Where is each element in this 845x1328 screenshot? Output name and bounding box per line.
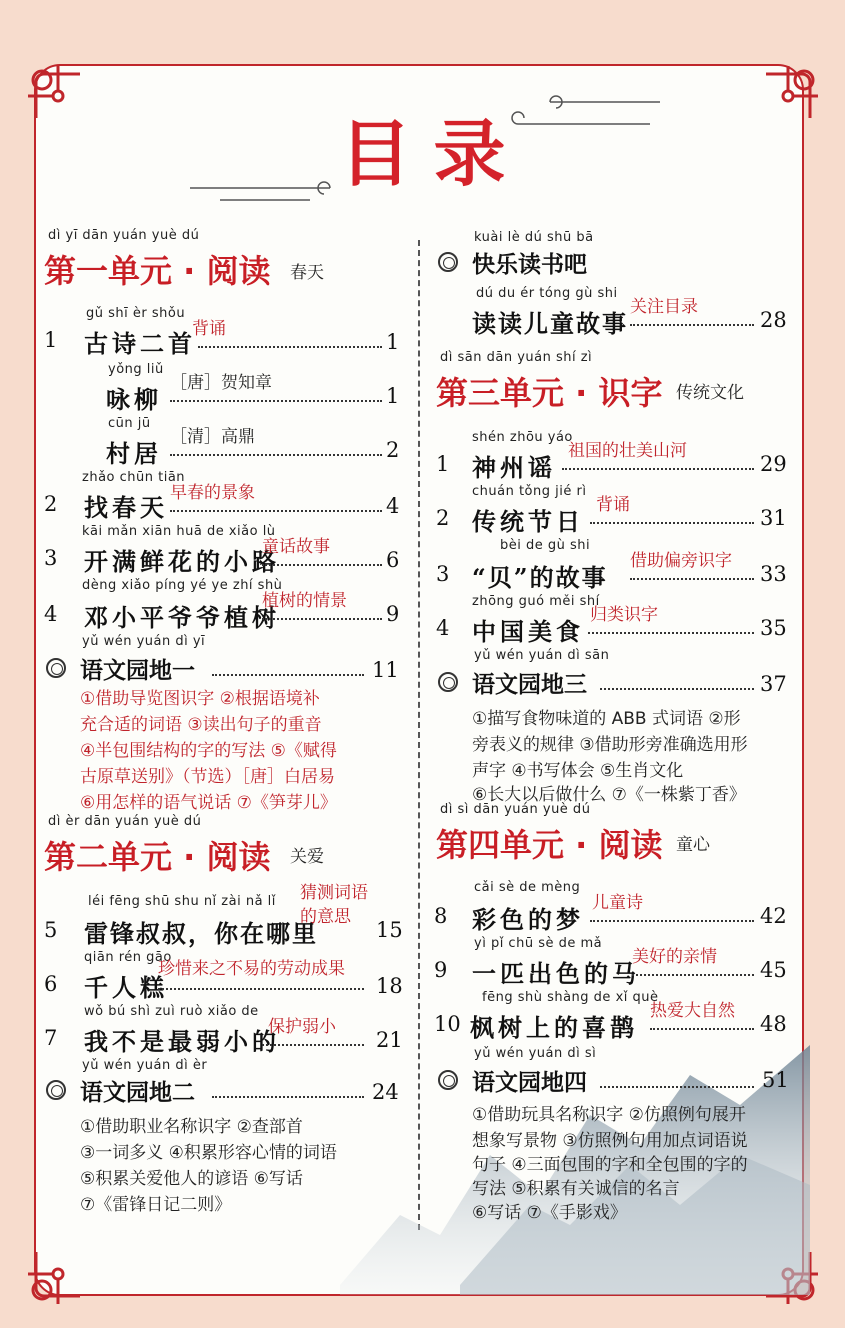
lesson-pinyin: dèng xiǎo píng yé ye zhí shù — [82, 578, 283, 593]
unit-title: 第一单元 · 阅读 — [44, 252, 271, 290]
garden-title[interactable]: 语文园地一 — [80, 658, 195, 684]
corner-knot-icon — [22, 1238, 94, 1310]
leader-dots — [562, 468, 754, 470]
garden-item-line: 想象写景物 ③仿照例句用加点词语说 — [472, 1131, 748, 1151]
lesson-pinyin: zhǎo chūn tiān — [82, 470, 186, 485]
lesson-title[interactable]: 找春天 — [84, 493, 168, 522]
lesson-pinyin: gǔ shī èr shǒu — [86, 306, 186, 321]
leader-dots — [170, 454, 382, 456]
lesson-pinyin: fēng shù shàng de xǐ què — [482, 990, 659, 1005]
page-number: 4 — [386, 494, 400, 518]
garden-pinyin: yǔ wén yuán dì èr — [82, 1058, 208, 1073]
garden-item-line: ①借助导览图识字 ②根据语境补 — [80, 689, 320, 709]
lesson-title[interactable]: 读读儿童故事 — [472, 309, 628, 338]
section-title[interactable]: 快乐读书吧 — [472, 252, 587, 278]
page-number: 18 — [376, 974, 403, 998]
page-number: 31 — [760, 506, 787, 530]
leader-dots — [650, 1028, 754, 1030]
lesson-pinyin: yì pǐ chū sè de mǎ — [474, 936, 603, 951]
lesson-pinyin: cǎi sè de mèng — [474, 880, 581, 895]
garden-title[interactable]: 语文园地三 — [472, 672, 587, 698]
lesson-note: 植树的情景 — [262, 591, 347, 611]
page-number: 6 — [386, 548, 400, 572]
unit-title: 第三单元 · 识字 — [436, 374, 663, 412]
lesson-note: 猜测词语 — [300, 883, 368, 903]
lesson-pinyin: qiān rén gāo — [84, 950, 172, 965]
garden-item-line: ①借助玩具名称识字 ②仿照例句展开 — [472, 1105, 746, 1125]
lesson-pinyin: zhōng guó měi shí — [472, 594, 600, 609]
leader-dots — [590, 522, 754, 524]
lesson-note: 祖国的壮美山河 — [568, 441, 687, 461]
poet-name: ［清］高鼎 — [170, 427, 255, 447]
lesson-note: 早春的景象 — [170, 483, 255, 503]
page-number: 15 — [376, 918, 403, 942]
page-number: 37 — [760, 672, 787, 696]
unit-pinyin: dì sì dān yuán yuè dú — [440, 802, 591, 817]
garden-item-line: ⑥用怎样的语气说话 ⑦《笋芽儿》 — [80, 793, 337, 813]
lesson-number: 2 — [44, 492, 58, 516]
lesson-pinyin: yǒng liǔ — [108, 362, 164, 377]
page-number: 35 — [760, 616, 787, 640]
page-number: 45 — [760, 958, 787, 982]
unit-theme: 童心 — [676, 835, 710, 855]
garden-pinyin: yǔ wén yuán dì sān — [474, 648, 610, 663]
leader-dots — [262, 564, 382, 566]
lesson-number: 1 — [44, 328, 58, 352]
page-number: 24 — [372, 1080, 399, 1104]
garden-item-line: 古原草送别》（节选）［唐］白居易 — [80, 767, 335, 787]
lesson-note: 童话故事 — [262, 537, 330, 557]
garden-item-line: ⑦《雷锋日记二则》 — [80, 1195, 232, 1215]
lesson-note: 珍惜来之不易的劳动成果 — [158, 959, 345, 979]
circle-bullet-icon — [46, 1080, 66, 1100]
lesson-note: 热爱大自然 — [650, 1001, 735, 1021]
page-number: 29 — [760, 452, 787, 476]
unit-title: 第四单元 · 阅读 — [436, 826, 663, 864]
garden-item-line: ⑥长大以后做什么 ⑦《一株紫丁香》 — [472, 785, 746, 805]
poet-name: ［唐］贺知章 — [170, 373, 272, 393]
leader-dots — [630, 578, 754, 580]
leader-dots — [158, 988, 364, 990]
lesson-pinyin: cūn jū — [108, 416, 151, 431]
garden-item-line: ③一词多义 ④积累形容心情的词语 — [80, 1143, 337, 1163]
leader-dots — [170, 510, 382, 512]
page-number: 51 — [762, 1068, 789, 1092]
leader-dots — [600, 1086, 754, 1088]
lesson-number: 3 — [436, 562, 450, 586]
page-number: 21 — [376, 1028, 403, 1052]
page-number: 9 — [386, 602, 400, 626]
page-number: 42 — [760, 904, 787, 928]
leader-dots — [262, 618, 382, 620]
lesson-pinyin: wǒ bú shì zuì ruò xiǎo de — [84, 1004, 259, 1019]
lesson-note: 儿童诗 — [592, 893, 643, 913]
lesson-note: 背诵 — [192, 319, 226, 339]
lesson-title[interactable]: 彩色的梦 — [472, 905, 584, 934]
circle-bullet-icon — [438, 252, 458, 272]
unit-pinyin: dì yī dān yuán yuè dú — [48, 228, 200, 243]
lesson-number: 5 — [44, 918, 58, 942]
page-number: 48 — [760, 1012, 787, 1036]
lesson-title[interactable]: 咏柳 — [106, 385, 162, 414]
page-title: 目录 — [339, 112, 528, 196]
lesson-note: 的意思 — [300, 907, 351, 927]
lesson-note: 保护弱小 — [268, 1017, 336, 1037]
leader-dots — [600, 688, 754, 690]
leader-dots — [588, 632, 754, 634]
garden-item-line: 句子 ④三面包围的字和全包围的字的 — [472, 1155, 748, 1175]
unit-pinyin: dì sān dān yuán shí zì — [440, 350, 593, 365]
circle-bullet-icon — [438, 672, 458, 692]
page-number: 28 — [760, 308, 787, 332]
page-number: 33 — [760, 562, 787, 586]
lesson-title[interactable]: 神州谣 — [472, 453, 556, 482]
lesson-pinyin: kāi mǎn xiān huā de xiǎo lù — [82, 524, 276, 539]
leader-dots — [590, 920, 754, 922]
lesson-pinyin: shén zhōu yáo — [472, 430, 573, 445]
lesson-number: 6 — [44, 972, 58, 996]
circle-bullet-icon — [46, 658, 66, 678]
unit-theme: 传统文化 — [676, 383, 744, 403]
lesson-number: 4 — [436, 616, 450, 640]
garden-item-line: ①借助职业名称识字 ②查部首 — [80, 1117, 303, 1137]
garden-item-line: ④半包围结构的字的写法 ⑤《赋得 — [80, 741, 337, 761]
leader-dots — [630, 324, 754, 326]
unit-pinyin: dì èr dān yuán yuè dú — [48, 814, 202, 829]
garden-item-line: 声字 ④书写体会 ⑤生肖文化 — [472, 761, 684, 781]
lesson-pinyin: bèi de gù shi — [500, 538, 591, 553]
leader-dots — [170, 400, 382, 402]
lesson-number: 2 — [436, 506, 450, 530]
lesson-number: 10 — [434, 1012, 461, 1036]
garden-item-line: ⑥写话 ⑦《手影戏》 — [472, 1203, 627, 1223]
leader-dots — [632, 974, 754, 976]
leader-dots — [198, 346, 382, 348]
lesson-number: 1 — [436, 452, 450, 476]
lesson-pinyin: dú du ér tóng gù shi — [476, 286, 618, 301]
garden-item-line: 写法 ⑤积累有关诚信的名言 — [472, 1179, 680, 1199]
lesson-note: 关注目录 — [630, 297, 698, 317]
lesson-title[interactable]: 开满鲜花的小路 — [84, 547, 280, 576]
page-number: 1 — [386, 330, 400, 354]
lesson-note: 归类识字 — [590, 605, 658, 625]
unit-theme: 春天 — [290, 263, 324, 283]
garden-item-line: 旁表义的规律 ③借助形旁准确选用形 — [472, 735, 748, 755]
lesson-note: 美好的亲情 — [632, 947, 717, 967]
garden-title[interactable]: 语文园地四 — [472, 1070, 587, 1096]
garden-pinyin: yǔ wén yuán dì sì — [474, 1046, 597, 1061]
garden-item-line: ①描写食物味道的 ABB 式词语 ②形 — [472, 709, 741, 729]
lesson-number: 8 — [434, 904, 448, 928]
lesson-pinyin: chuán tǒng jié rì — [472, 484, 587, 499]
unit-theme: 关爱 — [290, 847, 324, 867]
lesson-title[interactable]: 千人糕 — [84, 973, 168, 1002]
lesson-pinyin: léi fēng shū shu nǐ zài nǎ lǐ — [88, 894, 276, 909]
lesson-title[interactable]: 古诗二首 — [84, 329, 196, 358]
garden-title[interactable]: 语文园地二 — [80, 1080, 195, 1106]
lesson-title[interactable]: 雷锋叔叔，你在哪里 — [84, 919, 318, 948]
section-pinyin: kuài lè dú shū bā — [474, 230, 594, 245]
page-number: 1 — [386, 384, 400, 408]
lesson-title[interactable]: 枫树上的喜鹊 — [470, 1013, 638, 1042]
lesson-number: 9 — [434, 958, 448, 982]
page-number: 2 — [386, 438, 400, 462]
circle-bullet-icon — [438, 1070, 458, 1090]
leader-dots — [212, 1096, 364, 1098]
leader-dots — [262, 1044, 364, 1046]
lesson-number: 7 — [44, 1026, 58, 1050]
garden-item-line: 充合适的词语 ③读出句子的重音 — [80, 715, 322, 735]
garden-pinyin: yǔ wén yuán dì yī — [82, 634, 206, 649]
lesson-title[interactable]: 我不是最弱小的 — [84, 1027, 280, 1056]
lesson-title[interactable]: 中国美食 — [472, 617, 584, 646]
lesson-note: 借助偏旁识字 — [630, 551, 732, 571]
lesson-note: 背诵 — [596, 495, 630, 515]
garden-item-line: ⑤积累关爱他人的谚语 ⑥写话 — [80, 1169, 303, 1189]
lesson-title[interactable]: 传统节日 — [472, 507, 584, 536]
page-number: 11 — [372, 658, 399, 682]
lesson-title[interactable]: 一匹出色的马 — [472, 959, 640, 988]
lesson-number: 4 — [44, 602, 58, 626]
lesson-title[interactable]: 村居 — [106, 439, 162, 468]
lesson-title[interactable]: 邓小平爷爷植树 — [84, 603, 280, 632]
leader-dots — [212, 674, 364, 676]
unit-title: 第二单元 · 阅读 — [44, 838, 271, 876]
lesson-title[interactable]: “贝”的故事 — [472, 563, 608, 592]
lesson-number: 3 — [44, 546, 58, 570]
